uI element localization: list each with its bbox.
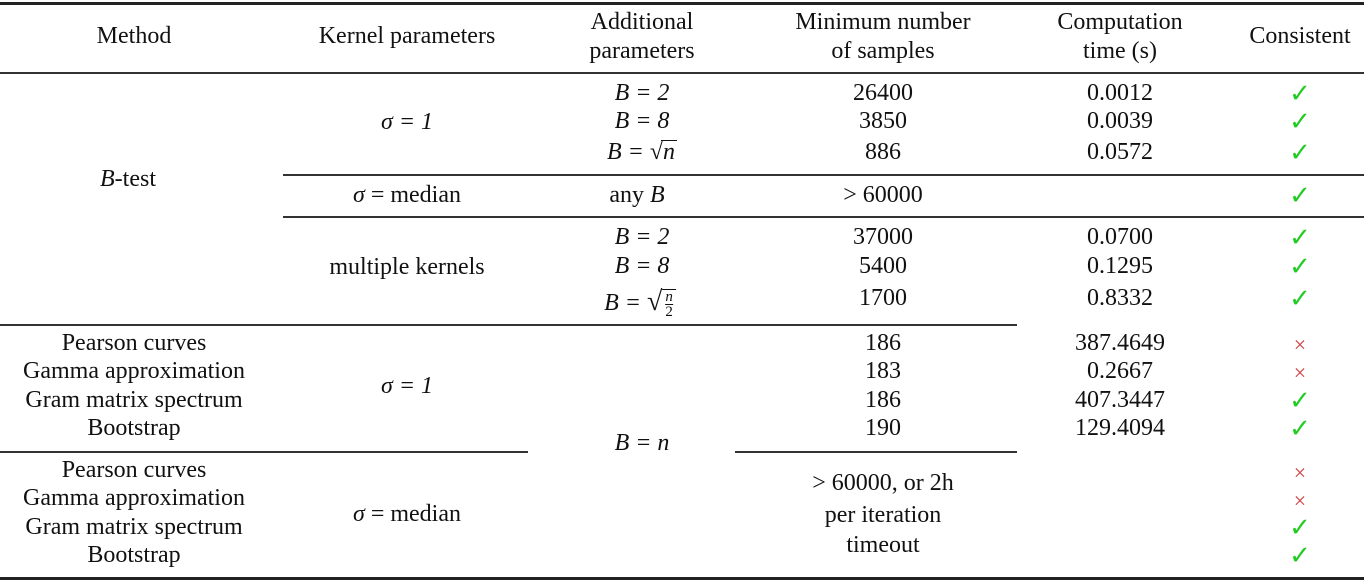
method-btest	[100, 165, 156, 194]
samples-cell: 186	[865, 330, 901, 356]
time-cell: 0.0700	[1087, 224, 1153, 250]
samples-cell: > 60000	[843, 182, 923, 208]
method-gamma: Gamma approximation	[23, 485, 245, 511]
sigma-symbol: σ	[352, 182, 365, 208]
header-additional-line1: Additional	[590, 9, 694, 35]
param-any-B-symbol: B	[649, 182, 665, 208]
check-icon: ✓	[1289, 414, 1311, 443]
param-B2: B = 2	[614, 80, 670, 106]
method-pearson: Pearson curves	[61, 457, 207, 483]
time-cell: 0.2667	[1087, 358, 1153, 384]
time-cell: 0.8332	[1087, 285, 1153, 311]
header-min-samples-line1: Minimum number	[795, 9, 971, 35]
btest-B: B	[100, 166, 115, 192]
param-any-B	[609, 181, 664, 210]
header-min-samples	[795, 8, 970, 66]
kernel-multiple: multiple kernels	[329, 254, 485, 280]
header-min-samples-line2: of samples	[831, 38, 935, 64]
samples-timeout-line1: > 60000, or 2h	[812, 470, 954, 496]
header-additional-line2: parameters	[589, 38, 695, 64]
kernel-sigma-median	[353, 181, 461, 210]
time-cell: 129.4094	[1075, 415, 1165, 441]
param-B8: B = 8	[614, 253, 670, 279]
btest-median-rule	[283, 216, 1364, 218]
header-rule	[0, 72, 1364, 74]
check-icon: ✓	[1289, 138, 1311, 167]
time-cell: 387.4649	[1075, 330, 1165, 356]
header-computation-time	[1057, 8, 1182, 66]
btest-sigma1-rule	[283, 174, 1364, 176]
method-gram: Gram matrix spectrum	[25, 514, 243, 540]
check-icon: ✓	[1289, 223, 1311, 252]
method-bootstrap: Bootstrap	[87, 415, 181, 441]
samples-cell: 183	[865, 358, 901, 384]
method-gram: Gram matrix spectrum	[25, 387, 243, 413]
time-cell: 0.0572	[1087, 139, 1153, 165]
others-left-rule	[0, 451, 528, 453]
check-icon: ✓	[1289, 386, 1311, 415]
others-right-rule	[735, 451, 1017, 453]
header-kernel-parameters: Kernel parameters	[318, 23, 496, 49]
check-icon: ✓	[1289, 284, 1311, 313]
cross-icon: ×	[1293, 332, 1307, 357]
sqrt-symbol: √	[646, 286, 663, 317]
check-icon: ✓	[1289, 181, 1311, 210]
samples-timeout-line3: timeout	[846, 532, 920, 558]
btest-suffix: -test	[114, 166, 156, 192]
check-icon: ✓	[1289, 107, 1311, 136]
param-prefix: B =	[606, 139, 650, 165]
fraction-numerator: n	[665, 289, 673, 306]
kernel-median-label: = median	[364, 182, 462, 208]
samples-cell: 26400	[853, 80, 913, 106]
samples-timeout-line2: per iteration	[824, 502, 942, 528]
param-prefix: B =	[604, 290, 647, 316]
check-icon: ✓	[1289, 79, 1311, 108]
param-B8: B = 8	[614, 108, 670, 134]
param-B2: B = 2	[614, 224, 670, 250]
sqrt-symbol: √	[649, 139, 664, 165]
time-cell: 407.3447	[1075, 387, 1165, 413]
fraction-denominator: 2	[665, 304, 673, 321]
cross-icon: ×	[1293, 460, 1307, 485]
samples-cell: 1700	[859, 285, 907, 311]
bottom-rule	[0, 577, 1364, 580]
samples-cell: 190	[865, 415, 901, 441]
param-B-sqrt-n	[607, 138, 677, 167]
samples-cell: 886	[865, 139, 901, 165]
cross-icon: ×	[1293, 488, 1307, 513]
check-icon: ✓	[1289, 252, 1311, 281]
samples-cell: 186	[865, 387, 901, 413]
kernel-sigma-median	[353, 500, 461, 529]
header-time-line1: Computation	[1057, 9, 1183, 35]
time-cell: 0.0012	[1087, 80, 1153, 106]
top-rule	[0, 2, 1364, 5]
header-method: Method	[96, 23, 172, 49]
method-pearson: Pearson curves	[61, 330, 207, 356]
header-consistent: Consistent	[1249, 23, 1351, 49]
param-any-label: any	[609, 182, 650, 208]
samples-cell: 5400	[859, 253, 907, 279]
fraction-n-over-2	[662, 289, 676, 319]
cross-icon: ×	[1293, 360, 1307, 385]
kernel-median-label: = median	[364, 501, 462, 527]
check-icon: ✓	[1289, 541, 1311, 570]
check-icon: ✓	[1289, 513, 1311, 542]
sqrt-radicand: n	[663, 139, 676, 165]
btest-end-rule	[0, 324, 1017, 326]
sigma-symbol: σ	[352, 501, 365, 527]
kernel-sigma1: σ = 1	[380, 109, 434, 135]
kernel-sigma1: σ = 1	[380, 373, 434, 399]
samples-cell: 3850	[859, 108, 907, 134]
param-B-sqrt-n-half	[604, 284, 676, 321]
time-cell: 0.1295	[1087, 253, 1153, 279]
time-cell: 0.0039	[1087, 108, 1153, 134]
method-gamma: Gamma approximation	[23, 358, 245, 384]
header-additional-parameters	[589, 8, 694, 66]
param-B-n: B = n	[614, 430, 670, 456]
header-time-line2: time (s)	[1083, 38, 1157, 64]
method-bootstrap: Bootstrap	[87, 542, 181, 568]
samples-cell: 37000	[853, 224, 913, 250]
